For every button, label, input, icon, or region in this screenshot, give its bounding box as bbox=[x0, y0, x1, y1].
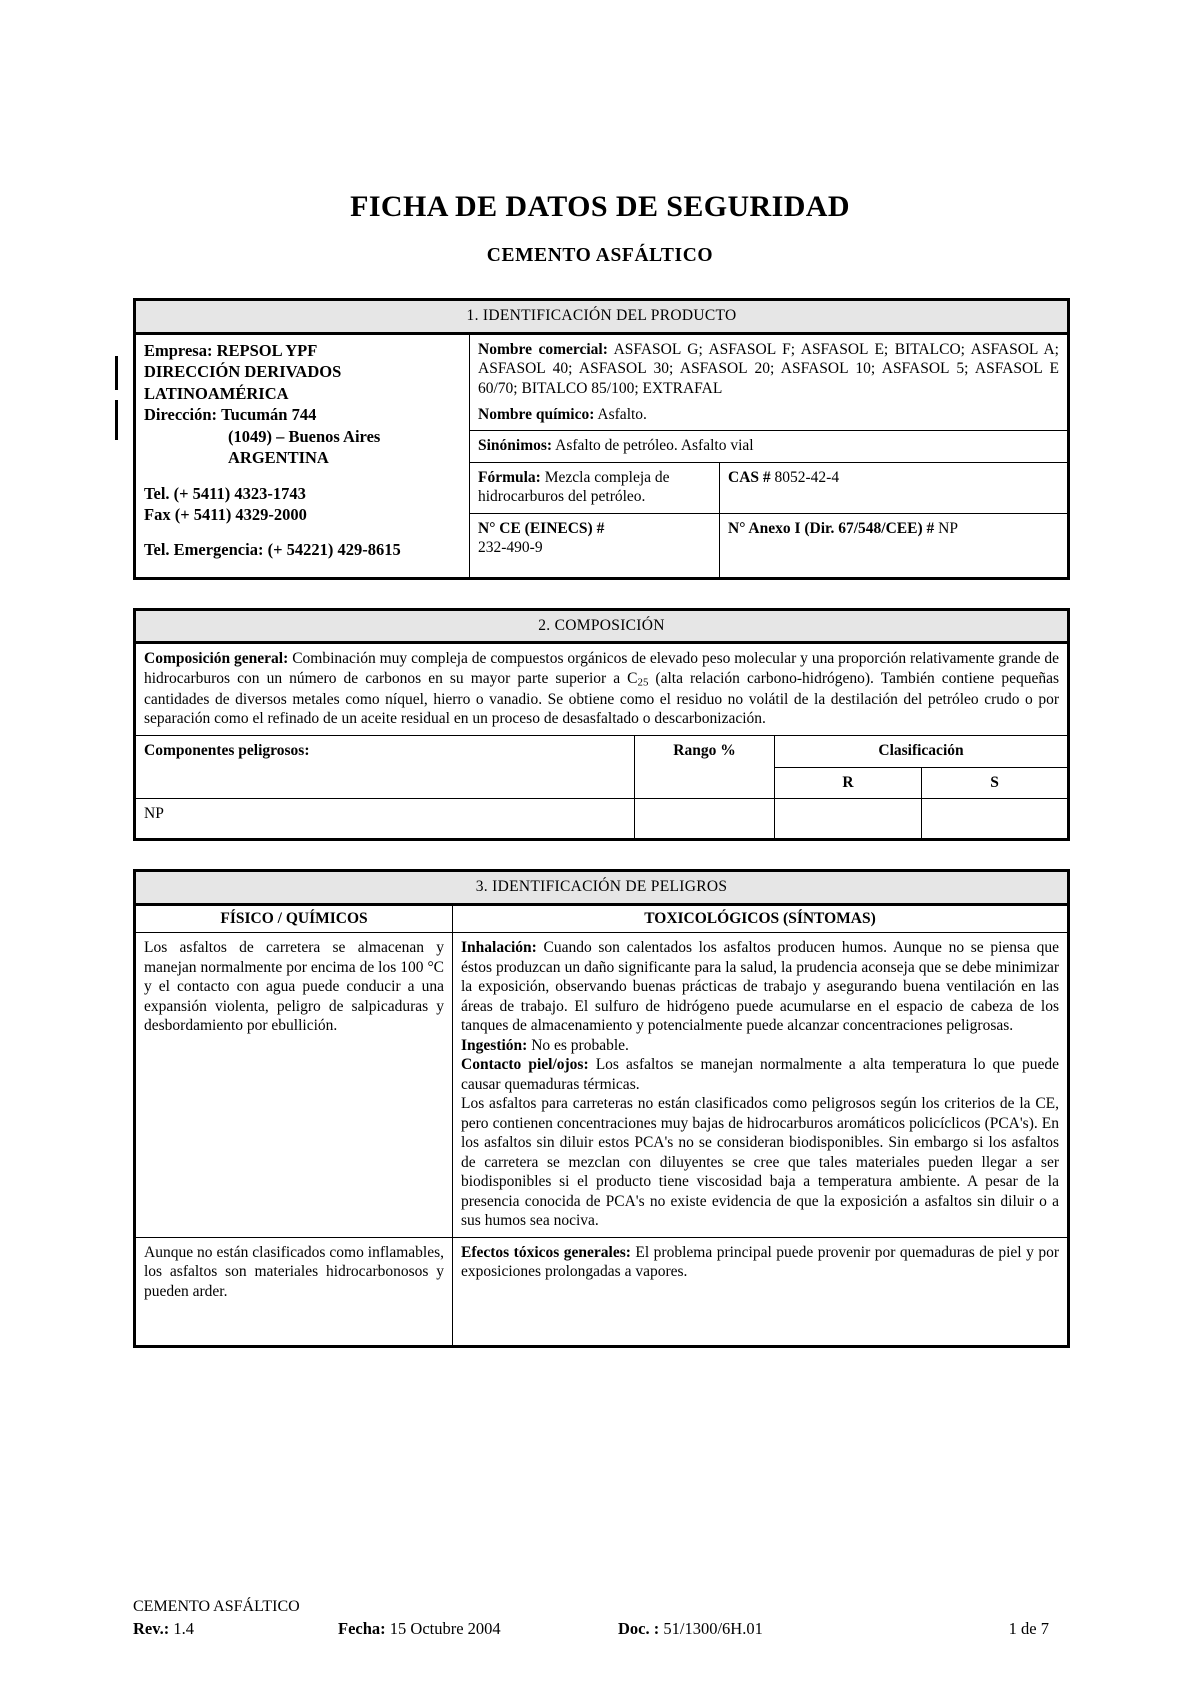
einecs-cell bbox=[470, 513, 720, 578]
composicion-general-row bbox=[135, 643, 1069, 736]
page-subtitle: CEMENTO ASFÁLTICO bbox=[486, 245, 714, 266]
componentes-peligrosos-header: Componentes peligrosos: bbox=[135, 735, 635, 798]
section-3-table bbox=[133, 869, 1070, 1348]
cas-cell bbox=[720, 462, 1069, 513]
composicion-general-label: Composición general: bbox=[144, 650, 289, 668]
nombre-comercial-cell bbox=[470, 333, 1069, 430]
componentes-header-row bbox=[135, 735, 1069, 767]
section-3-heading-row bbox=[135, 871, 1069, 905]
cas-value: 8052-42-4 bbox=[774, 468, 840, 486]
document-content bbox=[133, 190, 1067, 1376]
formula-value: Mezcla compleja de hidrocarburos del petróleo. bbox=[478, 468, 670, 506]
page-footer bbox=[133, 1598, 1067, 1639]
empresa-label: Empresa: bbox=[144, 340, 213, 360]
pca-paragraph: Los asfaltos para carreteras no están clasificados como peligrosos según los criterios de la CE, pero contienen concentraciones muy bajas de hidrocarburos aromáticos policíclicos (PCA's). En los asfaltos sin diluir estos PCA's no se consideran biodisponibles. Sin embargo si los asfaltos de carretera se mezclan con diluyentes se cree que tales materiales pueden llegar a ser biodisponibles si el producto tiene viscosidad baja a temperatura ambiente. A pesar de la presencia conocida de PCA's no existe evidencia de que la exposición a asfaltos sin diluir o a sus humos sea nociva. bbox=[461, 1095, 1059, 1230]
sinonimos-cell bbox=[470, 431, 1069, 463]
footer-page-number: 1 de 7 bbox=[1008, 1619, 1049, 1638]
componente-value: NP bbox=[135, 799, 635, 840]
direccion-label: Dirección: bbox=[144, 405, 218, 425]
toxicologicos-text-cell bbox=[453, 933, 1069, 1238]
contacto-label: Contacto piel/ojos: bbox=[461, 1056, 589, 1074]
nombre-quimico-value: Asfalto. bbox=[597, 405, 647, 423]
section-3-column-header-row bbox=[135, 904, 1069, 933]
inhalacion-label: Inhalación: bbox=[461, 939, 537, 957]
section-3-row-1 bbox=[135, 933, 1069, 1238]
footer-fecha-label: Fecha: bbox=[338, 1619, 386, 1638]
fisico-quimicos-header: FÍSICO / QUÍMICOS bbox=[135, 904, 453, 933]
clasificacion-r-header: R bbox=[775, 767, 922, 799]
clasificacion-s-header: S bbox=[922, 767, 1069, 799]
direccion-value: Tucumán 744 bbox=[221, 405, 317, 425]
section-1-heading-row bbox=[135, 300, 1069, 334]
footer-fecha-value: 15 Octubre 2004 bbox=[389, 1619, 501, 1638]
cas-label: CAS # bbox=[728, 468, 771, 486]
footer-date bbox=[338, 1619, 618, 1639]
anexo-label: N° Anexo I (Dir. 67/548/CEE) # bbox=[728, 519, 935, 537]
section-2-heading-row bbox=[135, 609, 1069, 643]
clasificacion-s-value bbox=[922, 799, 1069, 840]
efectos-toxicos-cell bbox=[453, 1237, 1069, 1346]
contacto-text: Los asfaltos se manejan normalmente a alta temperatura lo que puede causar quemaduras térmicas. bbox=[461, 1056, 1060, 1093]
einecs-value: 232-490-9 bbox=[478, 539, 543, 557]
nombre-quimico-label: Nombre químico: bbox=[478, 405, 595, 423]
section-1-table bbox=[133, 298, 1070, 579]
composicion-general-cell bbox=[135, 643, 1069, 736]
telephone: Tel. (+ 5411) 4323-1743 bbox=[144, 483, 306, 503]
ingestion-text: No es probable. bbox=[531, 1036, 629, 1054]
contacto-paragraph bbox=[461, 1055, 1059, 1094]
formula-label: Fórmula: bbox=[478, 468, 541, 486]
section-3-row-2 bbox=[135, 1237, 1069, 1346]
inhalacion-text: Cuando son calentados los asfaltos producen humos. Aunque no se piensa que éstos produzcan un daño significante para la salud, la prudencia aconseja que se debe minimizar la exposición, observando buenas prácticas de trabajo y asegurando buena ventilación en las áreas de trabajo. El sulfuro de hidrógeno puede acumularse en el espacio de cabeza de los tanques de almacenamiento y potencialmente puede alcanzar concentraciones peligrosas. bbox=[461, 939, 1060, 1035]
fax: Fax (+ 5411) 4329-2000 bbox=[144, 505, 307, 525]
footer-product: CEMENTO ASFÁLTICO bbox=[133, 1598, 300, 1615]
rango-value bbox=[635, 799, 775, 840]
clasificacion-r-value bbox=[775, 799, 922, 840]
section-1-body-row bbox=[135, 333, 1069, 430]
clasificacion-header: Clasificación bbox=[775, 735, 1069, 767]
inhalacion-paragraph bbox=[461, 938, 1059, 1036]
efectos-toxicos-paragraph bbox=[461, 1243, 1059, 1282]
composicion-general-text-2: (alta relación carbono-hidrógeno). También contiene pequeñas cantidades de diversos metales como níquel, hierro o vanadio. Se obtiene como el residuo no volátil de la destilación del petróleo crudo o por separación como el refinado de un aceite residual en un proceso de desasfaltado o descarbonización. bbox=[144, 669, 1059, 728]
footer-doc-value: 51/1300/6H.01 bbox=[663, 1619, 763, 1638]
ingestion-label: Ingestión: bbox=[461, 1036, 528, 1054]
section-2-table bbox=[133, 608, 1070, 841]
company-info-cell bbox=[135, 333, 470, 578]
empresa-value: REPSOL YPF bbox=[216, 340, 318, 360]
table-row bbox=[135, 799, 1069, 840]
direccion-line-2: (1049) – Buenos Aires bbox=[228, 426, 381, 446]
emergency-phone-label: Tel. Emergencia: bbox=[144, 540, 264, 560]
composicion-subscript: 25 bbox=[637, 676, 649, 689]
anexo-cell bbox=[720, 513, 1069, 578]
rango-header: Rango % bbox=[635, 735, 775, 798]
footer-rev-label: Rev.: bbox=[133, 1619, 170, 1638]
page-title: FICHA DE DATOS DE SEGURIDAD bbox=[350, 190, 850, 223]
nombre-comercial-value: ASFASOL G; ASFASOL F; ASFASOL E; BITALCO; ASFASOL A; ASFASOL 40; ASFASOL 30; ASFASOL 20; ASFASOL 10; ASFASOL 5; ASFASOL E 60/70; BITALCO 85/100; EXTRAFAL bbox=[478, 340, 1059, 397]
ingestion-paragraph bbox=[461, 1036, 1059, 1056]
footer-doc bbox=[618, 1619, 918, 1639]
sinonimos-label: Sinónimos: bbox=[478, 437, 553, 455]
footer-doc-label: Doc. : bbox=[618, 1619, 660, 1638]
revision-change-bar-2 bbox=[115, 400, 118, 440]
efectos-toxicos-text: El problema principal puede provenir por quemaduras de piel y por exposiciones prolongadas a vapores. bbox=[461, 1243, 1059, 1281]
section-2-heading: 2. COMPOSICIÓN bbox=[135, 609, 1069, 643]
inflamables-text: Aunque no están clasificados como inflamables, los asfaltos son materiales hidrocarbonosos y pueden arder. bbox=[135, 1237, 453, 1346]
fisico-quimicos-text: Los asfaltos de carretera se almacenan y manejan normalmente por encima de los 100 °C y el contacto con agua puede conducir a una expansión violenta, peligro de salpicaduras y desbordamiento por ebullición. bbox=[135, 933, 453, 1238]
section-1-heading: 1. IDENTIFICACIÓN DEL PRODUCTO bbox=[135, 300, 1069, 334]
division-line-2: LATINOAMÉRICA bbox=[144, 383, 289, 403]
direccion-line-3: ARGENTINA bbox=[228, 448, 329, 468]
formula-cell bbox=[470, 462, 720, 513]
composicion-general-text-1: Combinación muy compleja de compuestos orgánicos de elevado peso molecular y una proporción relativamente grande de hidrocarburos con un número de carbonos en su mayor parte superior a C bbox=[144, 650, 1060, 687]
revision-change-bar-1 bbox=[115, 356, 118, 390]
toxicologicos-header: TOXICOLÓGICOS (SÍNTOMAS) bbox=[453, 904, 1069, 933]
division-line-1: DIRECCIÓN DERIVADOS bbox=[144, 362, 342, 382]
efectos-toxicos-label: Efectos tóxicos generales: bbox=[461, 1243, 631, 1261]
sinonimos-value: Asfalto de petróleo. Asfalto vial bbox=[555, 437, 754, 455]
anexo-value: NP bbox=[938, 519, 958, 537]
section-3-heading: 3. IDENTIFICACIÓN DE PELIGROS bbox=[135, 871, 1069, 905]
footer-revision bbox=[133, 1619, 338, 1639]
footer-rev-value: 1.4 bbox=[173, 1619, 194, 1638]
nombre-comercial-label: Nombre comercial: bbox=[478, 340, 608, 358]
emergency-phone-value: (+ 54221) 429-8615 bbox=[267, 540, 401, 560]
einecs-label: N° CE (EINECS) # bbox=[478, 519, 605, 537]
